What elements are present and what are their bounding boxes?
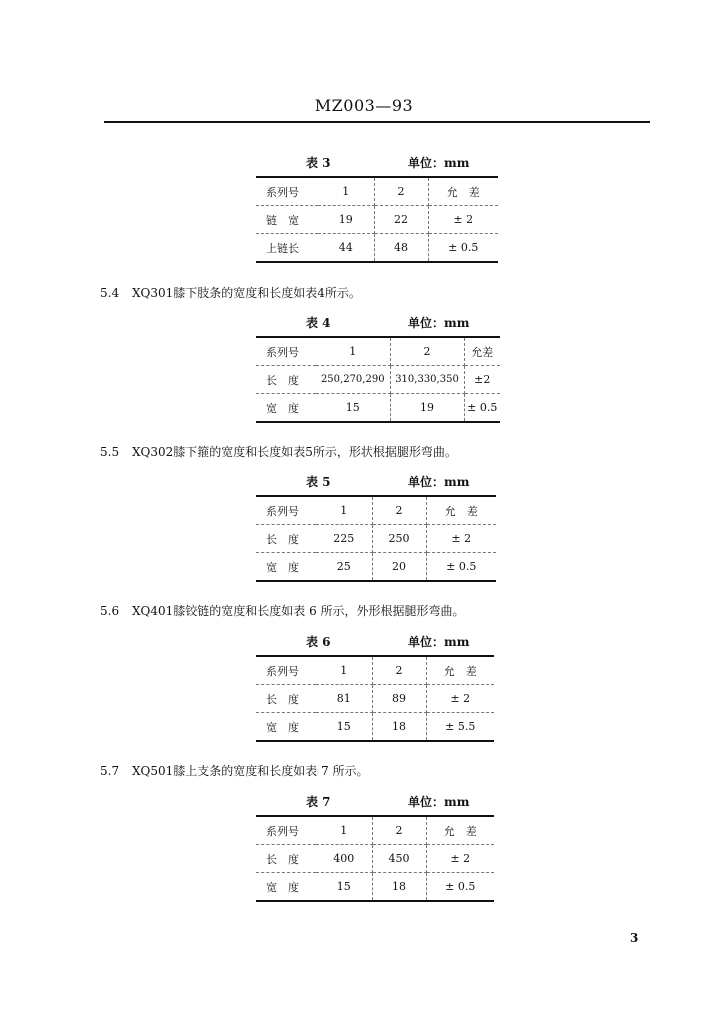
table-cell: 2 [372,496,426,525]
table-cell: 允 差 [428,177,498,206]
table-cell: 上链长 [256,234,318,263]
table-cell: 22 [374,206,428,234]
table-row [256,394,500,423]
table-cell: 系列号 [256,816,316,845]
table-5-unit: 单位：mm [408,475,470,489]
table-cell: 长 度 [256,366,316,394]
table-cell: 400 [316,845,372,873]
table-row [256,685,494,713]
table-row [256,553,496,582]
header-rule [104,121,650,123]
clause-text: XQ401膝铰链的宽度和长度如表 6 所示，外形根据腿形弯曲。 [132,604,465,618]
table-cell: 450 [372,845,426,873]
table-cell: 长 度 [256,685,316,713]
clause-number: 5.6 [100,604,120,618]
table-cell: 系列号 [256,496,316,525]
table-cell: ± 0.5 [464,394,500,423]
clause-number: 5.7 [100,764,120,778]
table-cell: 允 差 [426,496,496,525]
table-cell: 15 [316,713,372,742]
table-cell: 225 [316,525,372,553]
table-cell: 2 [372,656,426,685]
table-cell: 1 [316,816,372,845]
clause-5-5 [100,443,457,460]
table-cell: 系列号 [256,177,318,206]
table-row [256,234,498,263]
table-4 [256,336,500,423]
table-3-unit: 单位：mm [408,156,470,170]
table-row [256,656,494,685]
table-cell: ± 2 [426,845,494,873]
document-code: MZ003—93 [314,96,414,115]
table-cell: 18 [372,713,426,742]
table-cell: 81 [316,685,372,713]
table-cell: 允 差 [426,816,494,845]
table-cell: ± 2 [428,206,498,234]
table-cell: 2 [372,816,426,845]
table-cell: 19 [318,206,374,234]
table-cell: 宽 度 [256,553,316,582]
table-row [256,845,494,873]
table-cell: 长 度 [256,845,316,873]
table-4-caption: 表 4 [306,316,331,330]
table-cell: ± 0.5 [426,873,494,902]
table-cell: 1 [316,496,372,525]
table-cell: ± 0.5 [426,553,496,582]
table-cell: 1 [316,656,372,685]
table-cell: 宽 度 [256,394,316,423]
table-6-unit: 单位：mm [408,635,470,649]
clause-number: 5.5 [100,445,120,459]
table-cell: 15 [316,394,390,423]
table-cell: 2 [390,337,464,366]
table-cell: 2 [374,177,428,206]
clause-text: XQ501膝上支条的宽度和长度如表 7 所示。 [132,764,369,778]
table-cell: 20 [372,553,426,582]
table-cell: 19 [390,394,464,423]
table-cell: 18 [372,873,426,902]
table-cell: 链 宽 [256,206,318,234]
clause-5-6 [100,602,465,619]
table-5 [256,495,496,582]
table-6-caption: 表 6 [306,635,331,649]
clause-5-4 [100,284,361,301]
table-cell: 48 [374,234,428,263]
clause-text: XQ302膝下箍的宽度和长度如表5所示，形状根据腿形弯曲。 [132,445,457,459]
table-cell: 310,330,350 [390,366,464,394]
table-row [256,337,500,366]
table-row [256,177,498,206]
page-number: 3 [630,931,639,945]
clause-5-7 [100,762,369,779]
table-row [256,873,494,902]
table-cell: 25 [316,553,372,582]
table-cell: 长 度 [256,525,316,553]
table-3 [256,176,498,263]
table-cell: 1 [318,177,374,206]
table-row [256,816,494,845]
table-cell: 15 [316,873,372,902]
table-4-unit: 单位：mm [408,316,470,330]
table-cell: 允差 [464,337,500,366]
table-7-caption: 表 7 [306,795,331,809]
table-cell: 44 [318,234,374,263]
table-6 [256,655,494,742]
table-row [256,366,500,394]
table-cell: 允 差 [426,656,494,685]
table-row [256,525,496,553]
table-cell: ± 2 [426,685,494,713]
table-cell: ± 0.5 [428,234,498,263]
table-row [256,206,498,234]
table-cell: 89 [372,685,426,713]
table-7-unit: 单位：mm [408,795,470,809]
table-cell: 系列号 [256,656,316,685]
clause-number: 5.4 [100,286,120,300]
table-cell: 宽 度 [256,873,316,902]
table-cell: 系列号 [256,337,316,366]
table-7 [256,815,494,902]
table-cell: 宽 度 [256,713,316,742]
table-5-caption: 表 5 [306,475,331,489]
table-cell: 1 [316,337,390,366]
table-cell: ± 5.5 [426,713,494,742]
clause-text: XQ301膝下肢条的宽度和长度如表4所示。 [132,286,361,300]
table-cell: ±2 [464,366,500,394]
table-3-caption: 表 3 [306,156,331,170]
table-cell: 250,270,290 [316,366,390,394]
table-row [256,496,496,525]
table-cell: 250 [372,525,426,553]
table-row [256,713,494,742]
table-cell: ± 2 [426,525,496,553]
